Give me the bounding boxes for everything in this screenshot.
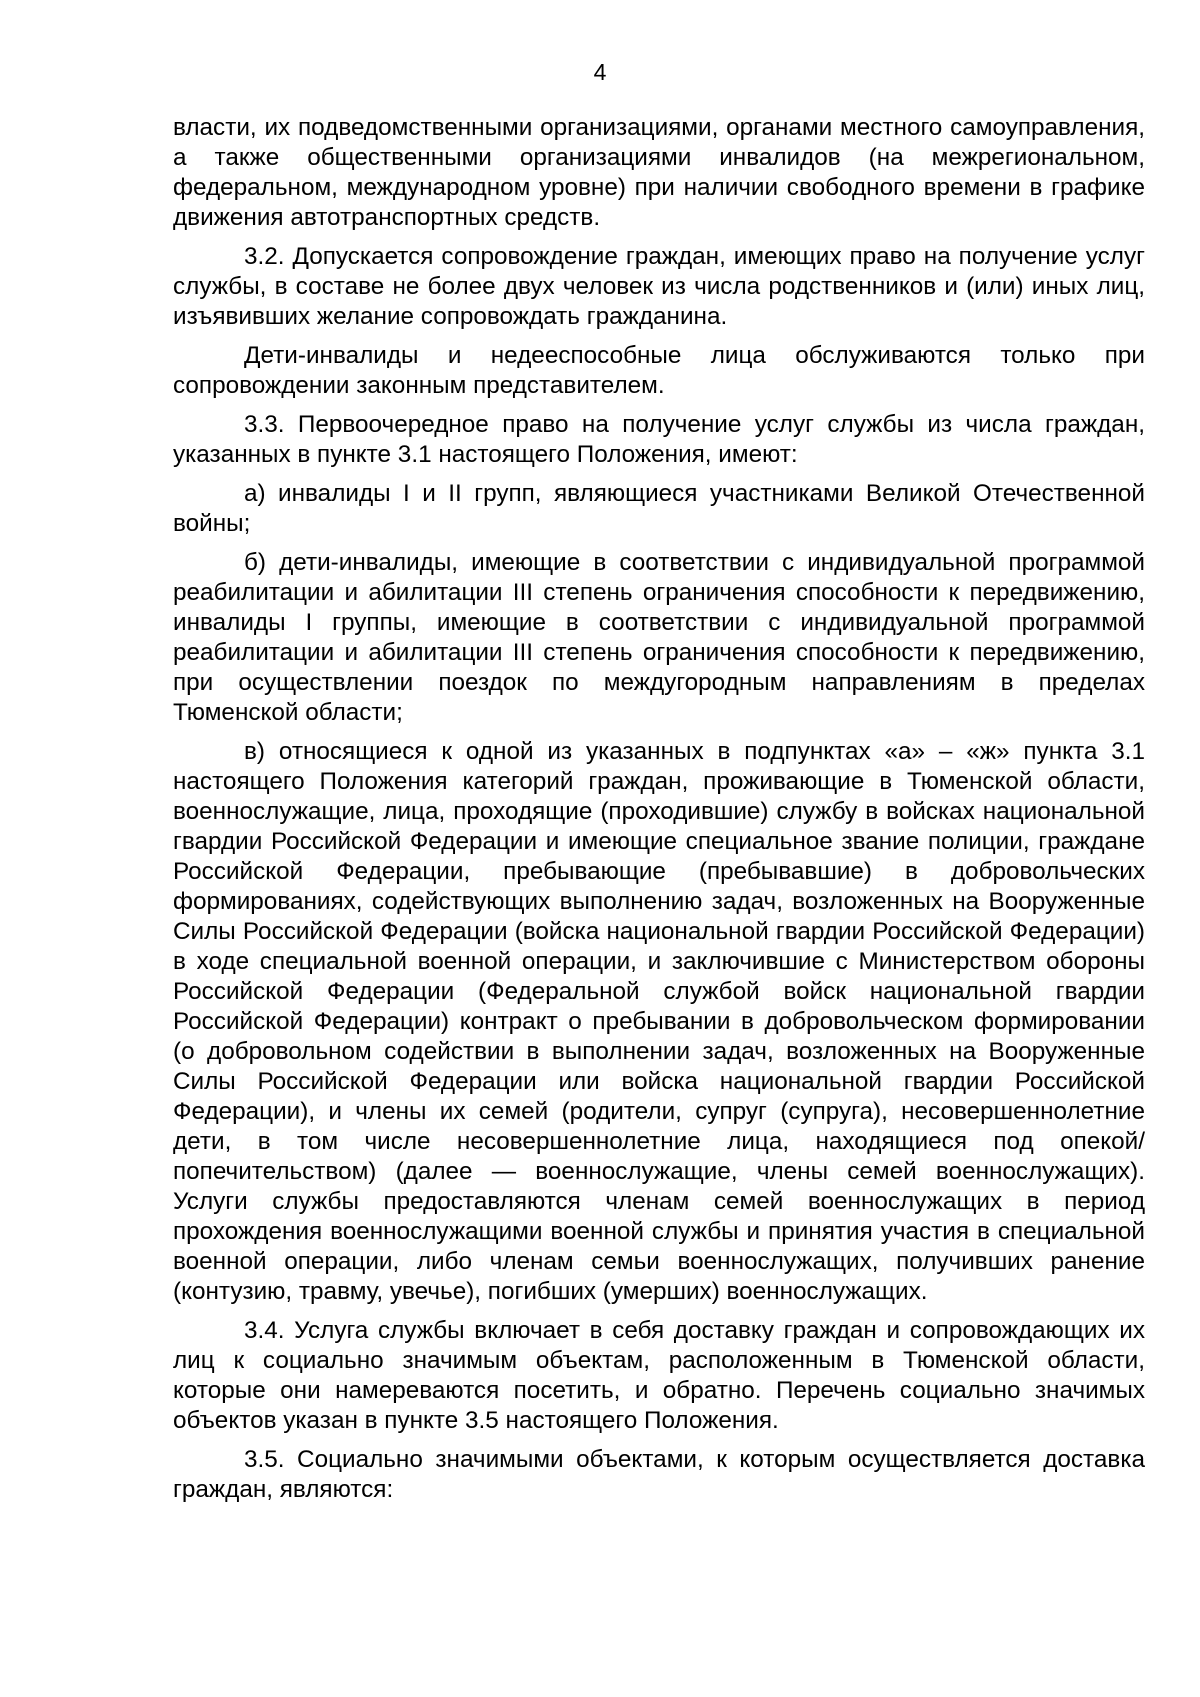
paragraph-3-3: 3.3. Первоочередное право на получение услуг службы из числа граждан, указанных в пункте 3.1 настоящего Положения, имеют: — [173, 411, 1145, 468]
paragraph-3-3-b: б) дети-инвалиды, имеющие в соответствии с индивидуальной программой реабилитации и абилитации III степень ограничения способности к передвижению, инвалиды I группы, имеющие в соответствии с индивидуальной программой реабилитации и абилитации III степень ограничения способности к передвижению, при осуществлении поездок по междугородным направлениям в пределах Тюменской области; — [173, 549, 1145, 726]
paragraph-3-5: 3.5. Социально значимыми объектами, к которым осуществляется доставка граждан, являются: — [173, 1446, 1145, 1503]
paragraph-3-2: 3.2. Допускается сопровождение граждан, имеющих право на получение услуг службы, в составе не более двух человек из числа родственников и (или) иных лиц, изъявивших желание сопровождать гражданина. — [173, 243, 1145, 330]
paragraph-continuation: власти, их подведомственными организациями, органами местного самоуправления, а также общественными организациями инвалидов (на межрегиональном, федеральном, международном уровне) при наличии свободного времени в графике движения автотранспортных средств. — [173, 114, 1145, 231]
paragraph-3-3-v: в) относящиеся к одной из указанных в подпунктах «а» – «ж» пункта 3.1 настоящего Положения категорий граждан, проживающие в Тюменской области, военнослужащие, лица, проходящие (проходившие) службу в войсках национальной гвардии Российской Федерации и имеющие специальное звание полиции, граждане Российской Федерации, пребывающие (пребывавшие) в добровольческих формированиях, содействующих выполнению задач, возложенных на Вооруженные Силы Российской Федерации (войска национальной гвардии Российской Федерации) в ходе специальной военной операции, и заключившие с Министерством обороны Российской Федерации (Федеральной службой войск национальной гвардии Российской Федерации) контракт о пребывании в добровольческом формировании (о добровольном содействии в выполнении задач, возложенных на Вооруженные Силы Российской Федерации или войска национальной гвардии Российской Федерации), и члены их семей (родители, супруг (супруга), несовершеннолетние дети, в том числе несовершеннолетние лица, находящиеся под опекой/попечительством) (далее — военнослужащие, члены семей военнослужащих). Услуги службы предоставляются членам семей военнослужащих в период прохождения военнослужащими военной службы и принятия участия в специальной военной операции, либо членам семьи военнослужащих, получивших ранение (контузию, травму, увечье), погибших (умерших) военнослужащих. — [173, 738, 1145, 1305]
paragraph-children-disabled: Дети-инвалиды и недееспособные лица обслуживаются только при сопровождении законным представителем. — [173, 342, 1145, 399]
paragraph-3-3-a: а) инвалиды I и II групп, являющиеся участниками Великой Отечественной войны; — [173, 480, 1145, 537]
paragraph-3-4: 3.4. Услуга службы включает в себя доставку граждан и сопровождающих их лиц к социально значимым объектам, расположенным в Тюменской области, которые они намереваются посетить, и обратно. Перечень социально значимых объектов указан в пункте 3.5 настоящего Положения. — [173, 1317, 1145, 1434]
page-number: 4 — [593, 59, 607, 85]
document-body — [173, 113, 1145, 1514]
